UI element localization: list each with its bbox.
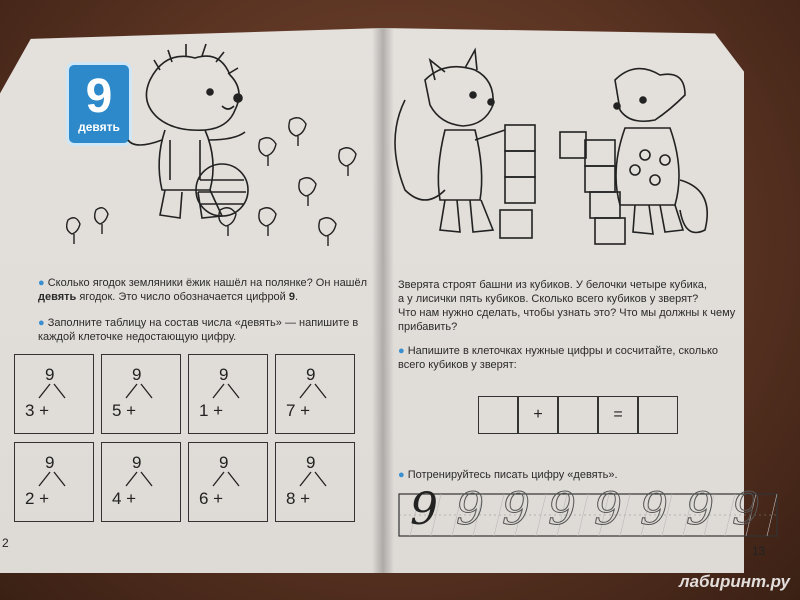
cell-addend: 6 + xyxy=(199,489,224,508)
branch-lines xyxy=(209,471,243,487)
cell-total: 9 xyxy=(132,453,142,472)
cell-total: 9 xyxy=(45,365,55,384)
bullet-icon: ● xyxy=(38,277,45,289)
practice-task-text: ● Потренируйтесь писать цифру «девять». xyxy=(398,469,618,481)
cell-addend: 1 + xyxy=(199,401,224,420)
cell-total: 9 xyxy=(132,365,142,384)
trace-digit[interactable]: 9 xyxy=(594,484,622,535)
cell-addend: 3 + xyxy=(25,401,50,420)
composition-cell[interactable] xyxy=(188,442,268,522)
branch-lines xyxy=(122,383,156,399)
branch-lines xyxy=(209,383,243,399)
answer-box-1[interactable] xyxy=(478,396,518,434)
branch-lines xyxy=(35,471,69,487)
trace-digit[interactable]: 9 xyxy=(686,484,714,535)
page-number-right: 13 xyxy=(752,544,766,558)
task-2-text: ● Заполните таблицу на состав числа «девять» — напишите в каждой клеточке недостающую цифру. xyxy=(38,317,359,343)
composition-cell[interactable] xyxy=(188,354,268,434)
badge-digit: 9 xyxy=(85,70,113,123)
plus-box: + xyxy=(518,396,558,434)
composition-cell[interactable] xyxy=(101,442,181,522)
watermark-logo: лабиринт.ру xyxy=(679,572,790,591)
squirrel-fox-illustration xyxy=(385,40,715,250)
cell-addend: 2 + xyxy=(25,489,50,508)
branch-lines xyxy=(35,383,69,399)
composition-cell[interactable] xyxy=(14,354,94,434)
branch-lines xyxy=(296,383,330,399)
trace-digit[interactable]: 9 xyxy=(548,484,576,535)
branch-lines xyxy=(296,471,330,487)
cell-addend: 7 + xyxy=(286,401,311,420)
cell-total: 9 xyxy=(219,365,229,384)
composition-cell[interactable] xyxy=(101,354,181,434)
digit-nine: 9 xyxy=(288,291,296,303)
cubes-task-text: Зверята строят башни из кубиков. У белочки четыре кубика, а у лисички пять кубиков. Сколько всего кубиков у зверят? Что нам нужно сделать, чтобы узнать это? Что мы должны к чему прибавить? xyxy=(398,279,736,333)
trace-digit[interactable]: 9 xyxy=(456,484,484,535)
trace-digit[interactable]: 9 xyxy=(732,484,760,535)
cell-total: 9 xyxy=(45,453,55,472)
bullet-icon: ● xyxy=(398,469,405,481)
branch-lines xyxy=(122,471,156,487)
sample-digit: 9 xyxy=(410,484,438,535)
page-number-left: 2 xyxy=(2,536,9,550)
answer-box-3[interactable] xyxy=(638,396,678,434)
cell-total: 9 xyxy=(306,365,316,384)
cell-addend: 4 + xyxy=(112,489,137,508)
trace-digit[interactable]: 9 xyxy=(502,484,530,535)
bold-word: девять xyxy=(38,291,77,303)
composition-cell[interactable] xyxy=(275,442,355,522)
badge-word: девять xyxy=(78,120,120,134)
task-1-text: ● Сколько ягодок земляники ёжик нашёл на полянке? Он нашёл девять ягодок. Это число обозначается цифрой 9. xyxy=(38,277,368,303)
copybook-line xyxy=(398,488,778,542)
bullet-icon: ● xyxy=(38,317,45,329)
trace-digit[interactable]: 9 xyxy=(640,484,668,535)
composition-cell[interactable] xyxy=(14,442,94,522)
cell-total: 9 xyxy=(306,453,316,472)
cell-addend: 5 + xyxy=(112,401,137,420)
bullet-icon: ● xyxy=(398,345,405,357)
composition-cell[interactable] xyxy=(275,354,355,434)
cell-total: 9 xyxy=(219,453,229,472)
strawberries-illustration xyxy=(60,110,370,250)
write-digits-task: ● Напишите в клеточках нужные цифры и сосчитайте, сколько всего кубиков у зверят: xyxy=(398,345,719,371)
cell-addend: 8 + xyxy=(286,489,311,508)
answer-box-2[interactable] xyxy=(558,396,598,434)
equals-box: = xyxy=(598,396,638,434)
